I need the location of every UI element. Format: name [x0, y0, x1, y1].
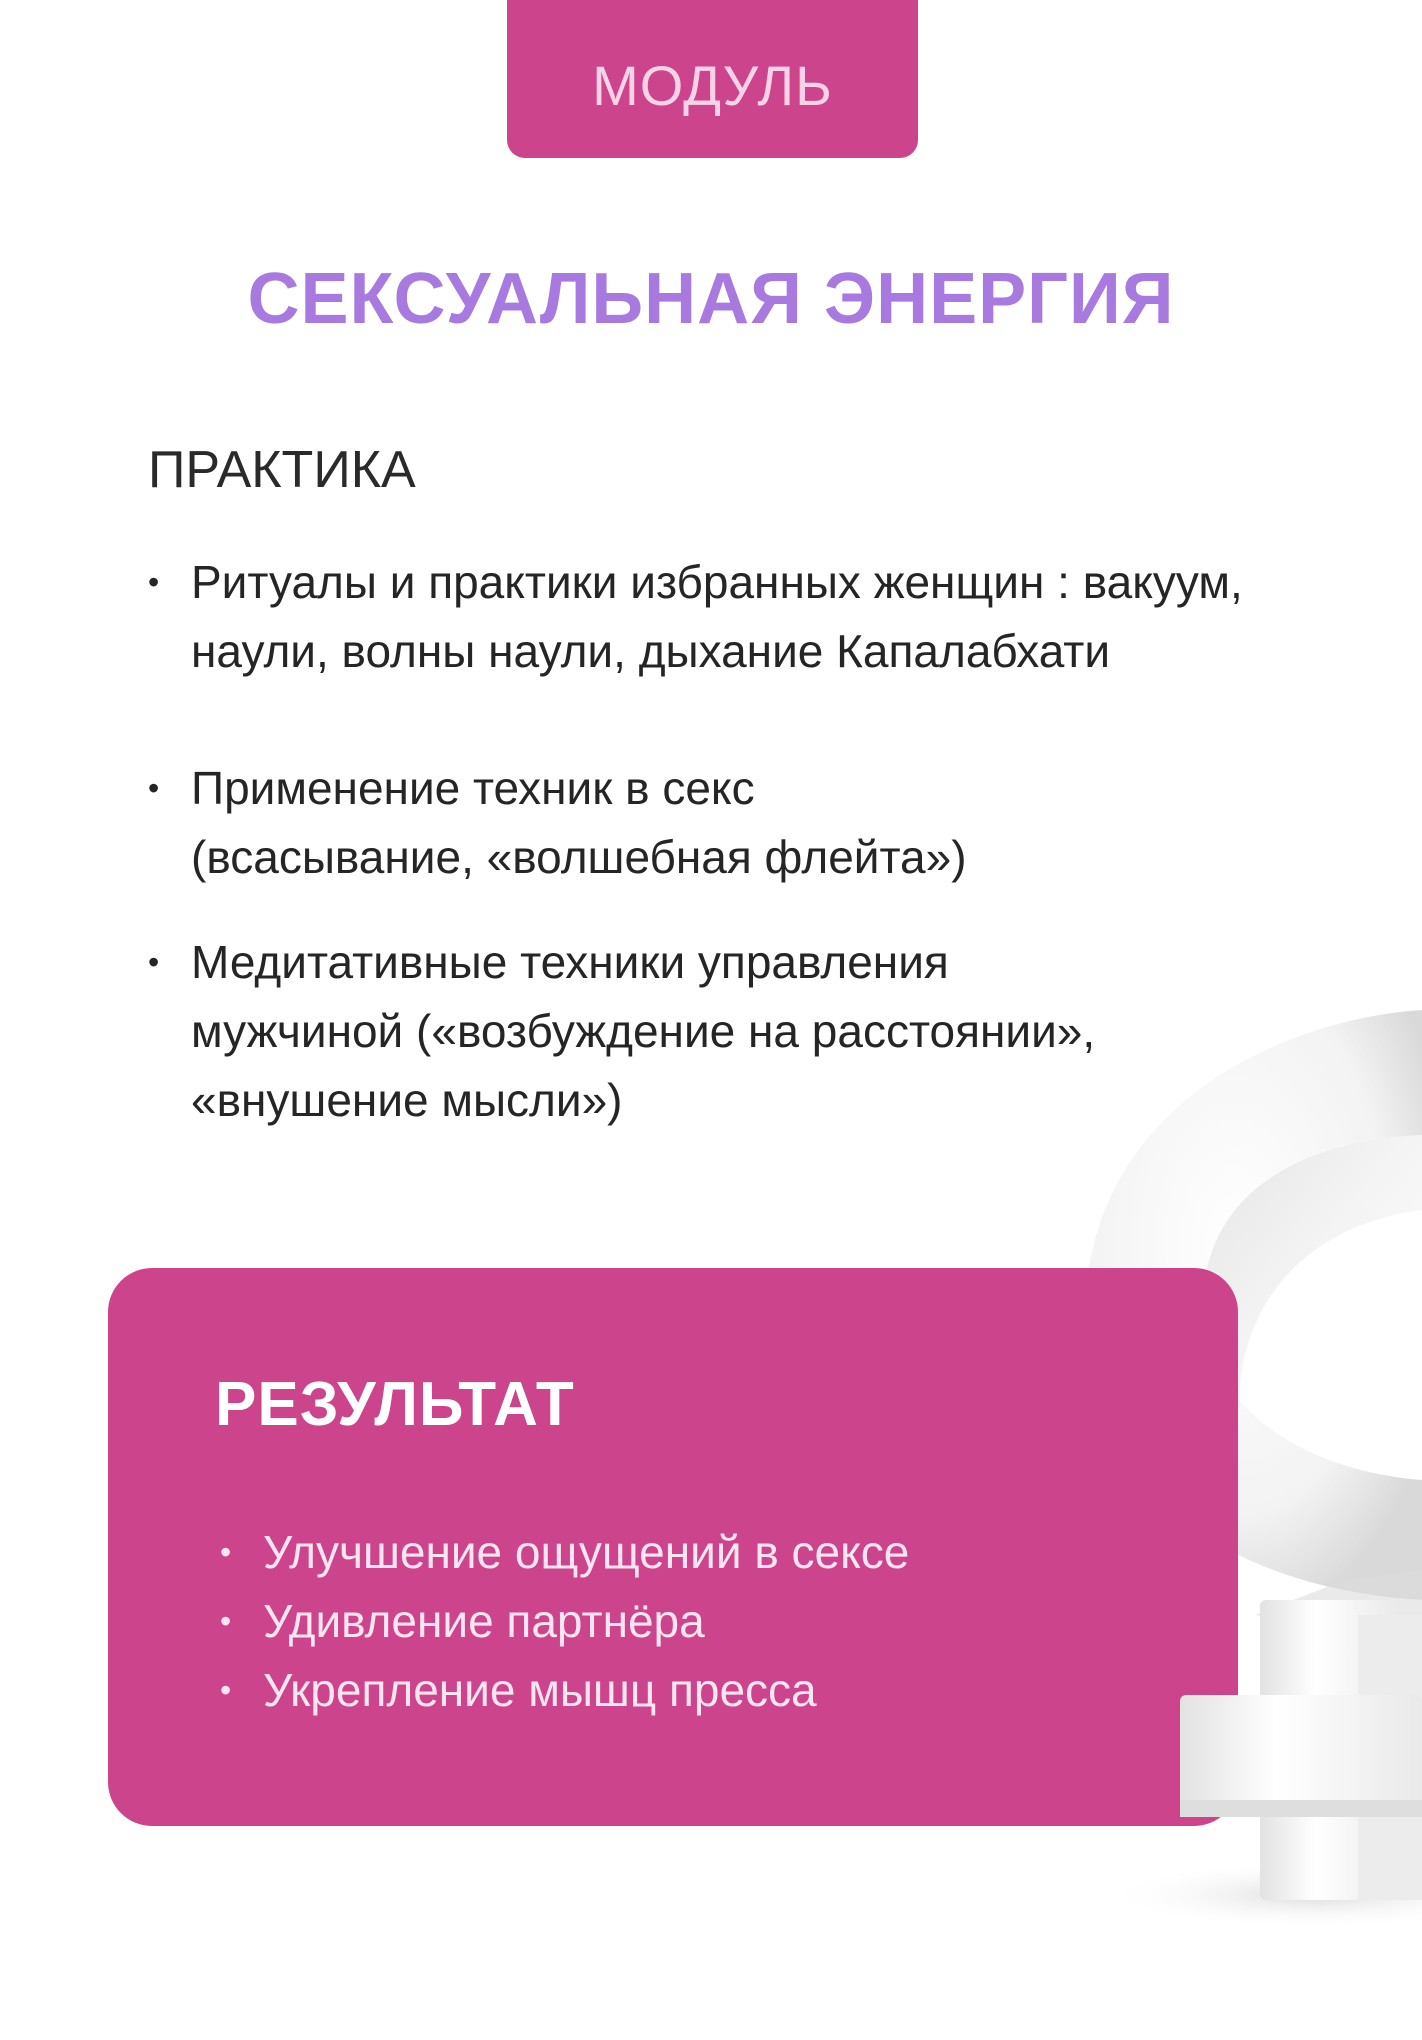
module-tab-label: МОДУЛЬ — [592, 53, 833, 117]
result-list — [220, 1518, 909, 1725]
practice-item — [148, 754, 1391, 892]
practice-item-line: Ритуалы и практики избранных женщин : вакуум, — [191, 556, 1243, 608]
practice-item — [148, 548, 1391, 686]
bullet-icon: • — [148, 564, 160, 600]
bullet-icon: • — [148, 770, 160, 806]
practice-item-line: мужчиной («возбуждение на расстоянии», — [191, 1005, 1096, 1057]
result-item-text: Удивление партнёра — [263, 1595, 705, 1647]
page-title: СЕКСУАЛЬНАЯ ЭНЕРГИЯ — [247, 259, 1175, 339]
practice-item-line: (всасывание, «волшебная флейта») — [191, 831, 967, 883]
bullet-icon: • — [220, 1603, 232, 1639]
result-box — [108, 1268, 1238, 1826]
result-item — [220, 1587, 909, 1656]
module-tab — [507, 0, 918, 158]
practice-item-line: Медитативные техники управления — [191, 936, 949, 988]
practice-item-line: Применение техник в секс — [191, 762, 755, 814]
bullet-icon: • — [220, 1672, 232, 1708]
result-item-text: Укрепление мышц пресса — [263, 1664, 817, 1716]
result-item — [220, 1656, 909, 1725]
result-item — [220, 1518, 909, 1587]
practice-heading: ПРАКТИКА — [148, 441, 416, 499]
result-item-text: Улучшение ощущений в сексе — [263, 1526, 910, 1578]
bullet-icon: • — [148, 944, 160, 980]
practice-item-line: наули, волны наули, дыхание Капалабхати — [191, 625, 1111, 677]
practice-item-line: «внушение мысли») — [191, 1074, 623, 1126]
bullet-icon: • — [220, 1534, 232, 1570]
result-heading: РЕЗУЛЬТАТ — [215, 1370, 575, 1439]
